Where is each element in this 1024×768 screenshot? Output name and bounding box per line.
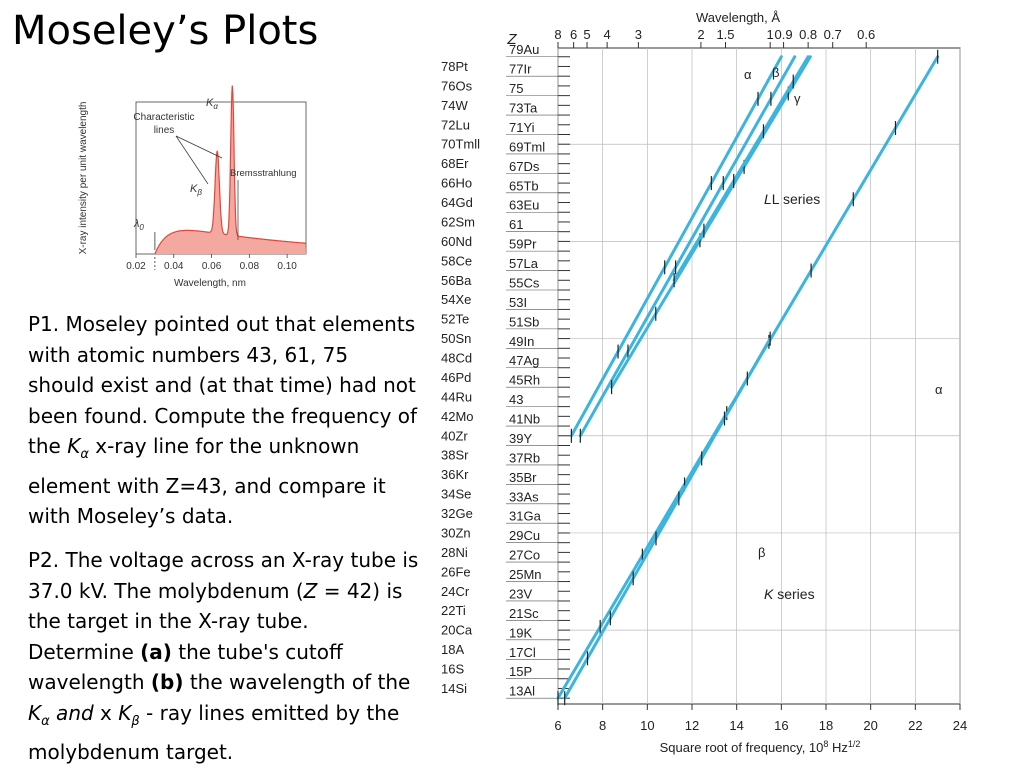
element-label-odd: 15P [509, 664, 533, 680]
characteristic-pointer-kb [176, 136, 208, 184]
l-series-label: LL series [764, 191, 821, 207]
element-label-odd: 67Ds [509, 158, 540, 174]
element-label-odd: 45Rh [509, 372, 541, 388]
element-label-odd: 37Rb [509, 450, 541, 466]
p1-text-a: P1. Moseley pointed out that elements with atomic numbers 43, 61, 75 should exist and (at that time) had not been found. Compute the frequency of the [28, 312, 418, 458]
p2-part-a: (a) [140, 639, 172, 664]
wavelength-tick-label: 0.6 [857, 27, 876, 42]
wavelength-tick-label: 0.7 [823, 27, 842, 42]
p2-k1: K [28, 700, 42, 725]
element-label-odd: 79Au [509, 42, 540, 58]
moseley-x-tick-label: 16 [774, 718, 789, 733]
spectrum-xlabel: Wavelength, nm [174, 278, 246, 289]
element-label-odd: 71Yi [509, 119, 535, 135]
element-label-odd: 41Nb [509, 411, 541, 427]
element-label-even: 64Gd [441, 195, 473, 211]
element-label-odd: 51Sb [509, 314, 540, 330]
element-label-odd: 39Y [509, 430, 533, 446]
element-label-even: 62Sm [441, 214, 475, 230]
wavelength-tick-label: 4 [603, 27, 611, 42]
moseley-x-tick-label: 10 [640, 718, 655, 733]
element-label-even: 16S [441, 661, 465, 677]
element-label-even: 36Kr [441, 467, 469, 483]
element-label-odd: 61 [509, 217, 524, 233]
p1-k-sub: α [80, 447, 89, 462]
wavelength-tick-label: 0.9 [774, 27, 793, 42]
xray-spectrum-chart [72, 80, 312, 295]
element-label-even: 30Zn [441, 525, 471, 541]
wavelength-axis-label: Wavelength, Å [695, 10, 781, 25]
element-label-odd: 25Mn [509, 567, 542, 583]
p2-k1-sub: α [41, 713, 50, 729]
element-label-odd: 55Cs [509, 275, 540, 291]
element-label-odd: 59Pr [509, 236, 537, 252]
spectrum-x-tick-label: 0.06 [201, 261, 222, 272]
element-label-odd: 47Ag [509, 353, 540, 369]
element-label-even: 28Ni [441, 544, 468, 560]
element-label-odd: 69Tml [509, 139, 546, 155]
element-label-even: 76Os [441, 78, 473, 94]
element-label-odd: 65Tb [509, 178, 539, 194]
characteristic-pointer-ka [176, 136, 222, 158]
wavelength-tick-label: 0.8 [799, 27, 818, 42]
spectrum-ylabel: X-ray intensity per unit wavelength [78, 101, 89, 255]
moseley-plot [430, 0, 990, 768]
element-label-even: 22Ti [441, 603, 466, 619]
l-beta-label: β [772, 65, 780, 80]
element-label-even: 72Lu [441, 117, 470, 133]
element-label-odd: 35Br [509, 469, 537, 485]
element-label-even: 24Cr [441, 583, 470, 599]
element-label-even: 48Cd [441, 350, 473, 366]
p2-x: x [93, 700, 119, 725]
l-gamma-label: γ [794, 91, 801, 106]
kb-label: $K_\beta$ [190, 183, 202, 197]
element-label-even: 54Xe [441, 292, 472, 308]
spectrum-x-tick-label: 0.04 [164, 261, 184, 272]
frequency-axis-label: Square root of frequency, $10^8$ $Hz^{1/2}$ [659, 739, 861, 755]
element-label-odd: 73Ta [509, 100, 538, 116]
moseley-x-tick-label: 8 [599, 718, 607, 733]
characteristic-label-2: lines [153, 125, 175, 136]
element-label-odd: 23V [509, 586, 533, 602]
p1-k-symbol: K [67, 434, 81, 458]
p2-k2: K [118, 700, 132, 725]
p2-text-e: - ray lines emitted by the molybdenum target. [28, 700, 400, 764]
element-label-even: 20Ca [441, 622, 473, 638]
element-label-even: 58Ce [441, 253, 473, 269]
p2-text-c: the tube's cutoff wavelength [28, 639, 343, 694]
element-label-even: 38Sr [441, 447, 469, 463]
element-label-odd: 21Sc [509, 605, 539, 621]
spectrum-x-tick-label: 0.10 [277, 261, 297, 272]
p2-text-a: P2. The voltage across an X-ray tube is 37.0 kV. The molybdenum ( [28, 548, 419, 603]
wavelength-tick-label: 3 [634, 27, 643, 42]
p2-text-d: the wavelength of the [183, 670, 411, 694]
problem-2-text [28, 545, 420, 768]
element-label-odd: 19K [509, 625, 533, 641]
element-label-even: 26Fe [441, 564, 471, 580]
element-label-even: 18A [441, 642, 465, 658]
p2-k2-sub: β [131, 713, 140, 729]
element-label-odd: 33As [509, 489, 539, 505]
element-label-odd: 27Co [509, 547, 541, 563]
k-beta-label: β [758, 545, 766, 560]
slide-title: Moseley’s Plots [12, 8, 319, 54]
z-axis-label: Z [507, 31, 517, 48]
element-label-even: 32Ge [441, 506, 473, 522]
element-label-even: 40Zr [441, 428, 468, 444]
element-label-even: 70Tmll [441, 136, 481, 152]
characteristic-label-1: Characteristic [133, 112, 195, 123]
l-alpha-label: α [744, 67, 752, 82]
moseley-x-tick-label: 22 [908, 718, 923, 733]
element-label-odd: 43 [509, 392, 524, 408]
problem-1-text [28, 309, 420, 532]
element-label-odd: 77Ir [509, 61, 532, 77]
series-line-4 [612, 57, 811, 387]
element-label-even: 78Pt [441, 58, 468, 74]
wavelength-tick-label: 1 [766, 27, 774, 42]
element-label-even: 68Er [441, 156, 469, 172]
element-label-odd: 31Ga [509, 508, 541, 524]
bremsstrahlung-label: Bremsstrahlung [230, 168, 297, 179]
element-label-odd: 49In [509, 333, 535, 349]
k-alpha-label: α [935, 382, 943, 397]
moseley-series [558, 50, 938, 705]
series-line-3 [580, 57, 794, 436]
element-label-odd: 29Cu [509, 528, 541, 544]
wavelength-tick-label: 2 [697, 27, 705, 42]
spectrum-x-tick-label: 0.02 [126, 261, 146, 272]
element-label-odd: 63Eu [509, 197, 540, 213]
element-label-odd: 57La [509, 256, 538, 272]
element-label-even: 34Se [441, 486, 472, 502]
element-label-even: 56Ba [441, 272, 472, 288]
wavelength-tick-label: 1.5 [716, 27, 735, 42]
p2-z: Z [303, 578, 318, 603]
element-label-even: 44Ru [441, 389, 473, 405]
moseley-x-tick-label: 6 [554, 718, 562, 733]
k-series-label: K series [764, 586, 815, 602]
moseley-x-tick-label: 12 [684, 718, 700, 733]
element-label-even: 14Si [441, 680, 468, 696]
element-label-odd: 53I [509, 294, 528, 310]
element-label-odd: 75 [509, 81, 524, 97]
p1-text-b: x-ray line for the unknown element with Z=43, and compare it with Moseley’s data. [28, 434, 386, 528]
element-label-even: 46Pd [441, 369, 472, 385]
element-label-even: 50Sn [441, 331, 472, 347]
moseley-x-tick-label: 18 [818, 718, 834, 733]
wavelength-tick-label: 8 [554, 27, 562, 42]
spectrum-x-tick-label: 0.08 [239, 261, 260, 272]
moseley-ticks [441, 27, 967, 733]
p2-text-b: = 42) is the target in the X-ray tube. Determine [28, 578, 403, 664]
element-label-even: 52Te [441, 311, 470, 327]
lambda0-label: $\lambda_0$ [134, 218, 144, 232]
element-label-even: 42Mo [441, 408, 474, 424]
element-label-even: 74W [441, 97, 468, 113]
moseley-x-tick-label: 24 [952, 718, 968, 733]
ka-label: $K_\alpha$ [206, 97, 218, 111]
wavelength-tick-label: 6 [570, 27, 578, 42]
p2-part-b: (b) [150, 670, 184, 694]
element-label-odd: 13Al [509, 683, 536, 699]
moseley-x-tick-label: 14 [729, 718, 744, 733]
p2-and: and [49, 700, 94, 725]
element-label-even: 66Ho [441, 175, 473, 191]
series-line-5 [674, 57, 808, 281]
wavelength-tick-label: 5 [583, 27, 591, 42]
moseley-x-tick-label: 20 [863, 718, 878, 733]
element-label-even: 60Nd [441, 233, 473, 249]
element-label-odd: 17Cl [509, 644, 536, 660]
